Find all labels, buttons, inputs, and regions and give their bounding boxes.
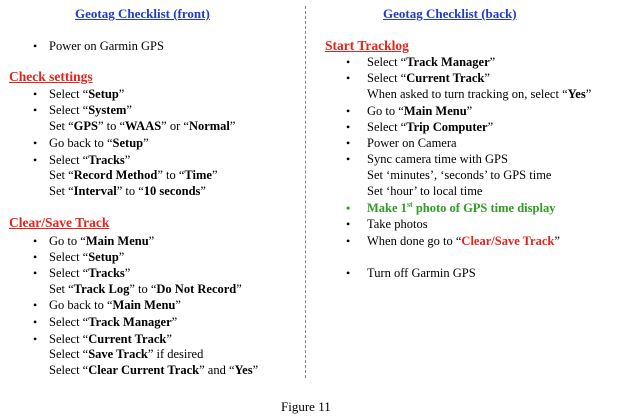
- list-subitem: Set ‘minutes’, ‘seconds’ to GPS time: [367, 168, 552, 182]
- list-subitem: Set “Track Log” to “Do Not Record”: [49, 282, 242, 296]
- list-subitem: When asked to turn tracking on, select “Yes”: [367, 87, 592, 101]
- list-item: Select “Tracks”: [49, 266, 131, 280]
- bullet-icon: •: [33, 153, 38, 167]
- front-title: Geotag Checklist (front): [75, 6, 210, 21]
- bullet-icon: •: [346, 55, 351, 69]
- list-item: Sync camera time with GPS: [367, 152, 508, 166]
- clear-save-heading: Clear/Save Track: [9, 215, 110, 230]
- bullet-icon: •: [33, 266, 38, 280]
- list-item: Select “Tracks”: [49, 153, 131, 167]
- list-item: Go to “Main Menu”: [367, 104, 473, 118]
- bullet-icon: •: [33, 39, 38, 53]
- bullet-icon: •: [346, 152, 351, 166]
- list-item: Turn off Garmin GPS: [367, 266, 476, 280]
- list-item: Power on Camera: [367, 136, 457, 150]
- back-title: Geotag Checklist (back): [383, 6, 517, 21]
- list-item: Select “Current Track”: [49, 332, 172, 346]
- bullet-icon: •: [33, 250, 38, 264]
- bullet-icon: •: [33, 298, 38, 312]
- bullet-icon: •: [346, 136, 351, 150]
- list-item: When done go to “Clear/Save Track”: [367, 234, 560, 248]
- list-item: Select “Trip Computer”: [367, 120, 494, 134]
- list-subitem: Set ‘hour’ to local time: [367, 184, 483, 198]
- list-item: Go back to “Main Menu”: [49, 298, 181, 312]
- list-item: Take photos: [367, 217, 428, 231]
- bullet-icon: •: [33, 87, 38, 101]
- bullet-icon: •: [346, 120, 351, 134]
- list-subitem: Set “Interval” to “10 seconds”: [49, 184, 206, 198]
- check-settings-heading: Check settings: [9, 69, 93, 84]
- bullet-icon: •: [346, 217, 351, 231]
- list-item: Go to “Main Menu”: [49, 234, 155, 248]
- list-item: Select “Setup”: [49, 87, 125, 101]
- list-subitem: Select “Clear Current Track” and “Yes”: [49, 363, 259, 377]
- bullet-icon: •: [33, 136, 38, 150]
- list-subitem: Set “Record Method” to “Time”: [49, 168, 218, 182]
- list-item-highlight: Make 1st photo of GPS time display: [367, 199, 556, 215]
- bullet-icon: •: [33, 234, 38, 248]
- bullet-icon: •: [346, 234, 351, 248]
- bullet-icon: •: [33, 103, 38, 117]
- list-item: Select “Track Manager”: [367, 55, 496, 69]
- list-item: Select “Current Track”: [367, 71, 490, 85]
- bullet-icon: •: [33, 332, 38, 346]
- bullet-icon: •: [346, 201, 351, 215]
- column-divider: [305, 6, 306, 378]
- list-subitem: Set “GPS” to “WAAS” or “Normal”: [49, 119, 236, 133]
- list-item: Power on Garmin GPS: [49, 39, 164, 53]
- start-tracklog-heading: Start Tracklog: [325, 38, 409, 53]
- bullet-icon: •: [33, 315, 38, 329]
- list-item: Select “Track Manager”: [49, 315, 178, 329]
- list-item: Select “System”: [49, 103, 132, 117]
- list-item: Select “Setup”: [49, 250, 125, 264]
- bullet-icon: •: [346, 104, 351, 118]
- list-item: Go back to “Setup”: [49, 136, 149, 150]
- bullet-icon: •: [346, 71, 351, 85]
- figure-caption: Figure 11: [281, 399, 331, 414]
- bullet-icon: •: [346, 266, 351, 280]
- list-subitem: Select “Save Track” if desired: [49, 347, 204, 361]
